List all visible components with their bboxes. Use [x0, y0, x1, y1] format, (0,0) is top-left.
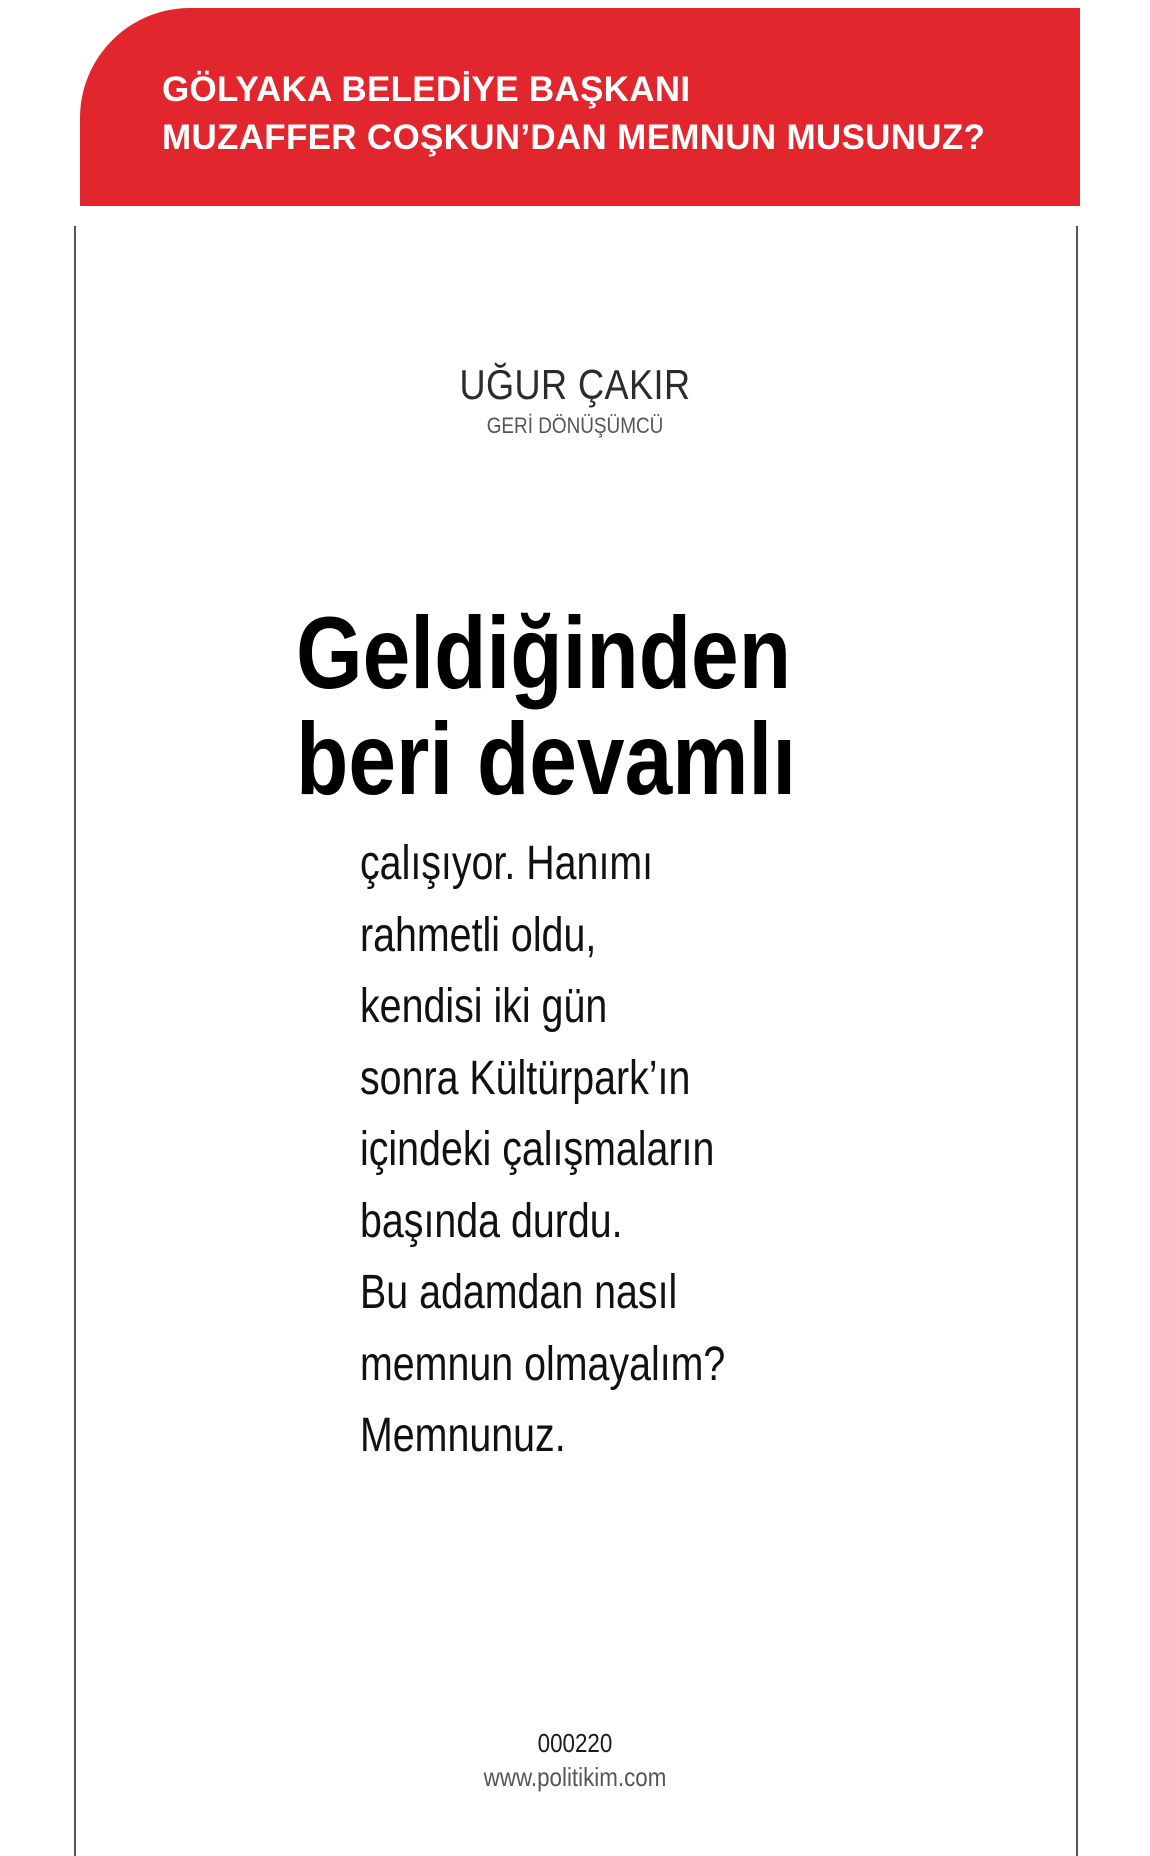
body-line: sonra Kültürpark’ın: [360, 1051, 691, 1105]
author-block: [0, 358, 1150, 440]
footer-url-link[interactable]: www.politikim.com: [483, 1762, 667, 1792]
headline-line-1: Geldiğinden: [296, 596, 792, 710]
left-border-line: [74, 226, 76, 1856]
headline-line-2: beri devamlı: [296, 702, 797, 816]
banner-title-line-1: GÖLYAKA BELEDİYE BAŞKANI: [162, 70, 691, 109]
headline: [296, 596, 797, 816]
footer-code: 000220: [537, 1728, 613, 1758]
body-line: kendisi iki gün: [360, 980, 608, 1033]
body-line: memnun olmayalım?: [360, 1337, 726, 1391]
header-banner: [80, 8, 1080, 206]
footer: [0, 1726, 1150, 1794]
quote-body: [360, 828, 725, 1472]
body-line: içindeki çalışmaların: [360, 1123, 715, 1176]
right-border-line: [1076, 226, 1078, 1856]
author-title: GERİ DÖNÜŞÜMCÜ: [486, 413, 664, 438]
body-line: başında durdu.: [360, 1194, 623, 1248]
body-line: Bu adamdan nasıl: [360, 1266, 678, 1319]
banner-title-line-2: MUZAFFER COŞKUN’DAN MEMNUN MUSUNUZ?: [162, 118, 986, 157]
body-line: Memnunuz.: [360, 1409, 566, 1462]
author-name: UĞUR ÇAKIR: [459, 361, 691, 408]
body-line: çalışıyor. Hanımı: [360, 837, 654, 890]
body-line: rahmetli oldu,: [360, 908, 597, 962]
